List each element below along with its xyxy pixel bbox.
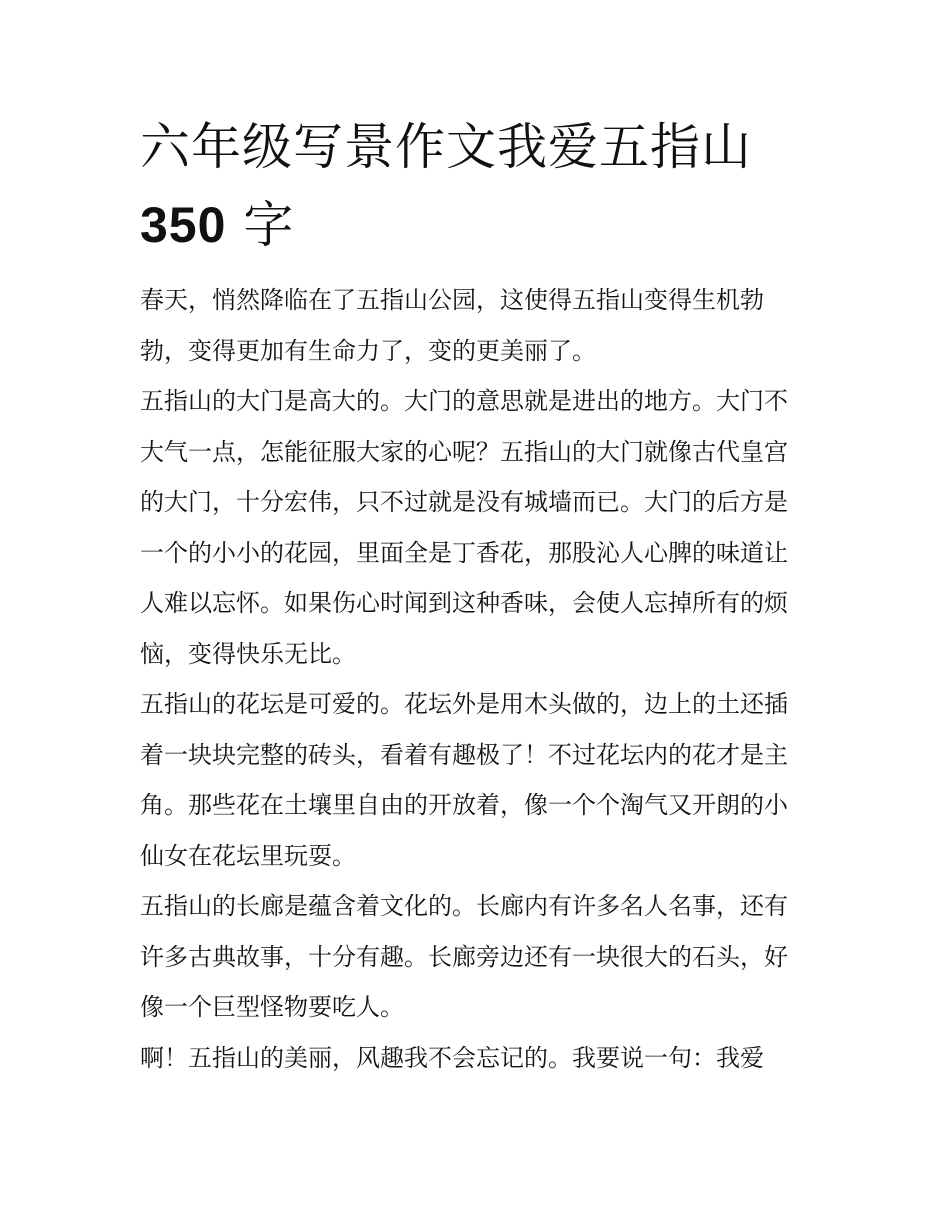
title-word-unit: 字: [226, 196, 295, 254]
text-line: 春天，悄然降临在了五指山公园，这使得五指山变得生机勃: [140, 286, 764, 314]
title-line-1: 六年级写景作文我爱五指山: [140, 118, 752, 176]
page-title: [140, 108, 840, 264]
text-line: 大气一点，怎能征服大家的心呢？五指山的大门就像古代皇宫: [140, 437, 788, 466]
text-line: 一个的小小的花园，里面全是丁香花，那股沁人心脾的味道让: [140, 538, 788, 567]
text-line: 恼，变得快乐无比。: [140, 639, 356, 668]
text-line: 五指山的长廊是蕴含着文化的。长廊内有许多名人名事，还有: [140, 892, 788, 920]
text-line: 五指山的花坛是可爱的。花坛外是用木头做的，边上的土还插: [140, 690, 788, 718]
title-line-2: [140, 186, 840, 264]
text-line: 仙女在花坛里玩耍。: [140, 841, 356, 870]
text-line: 许多古典故事，十分有趣。长廊旁边还有一块很大的石头，好: [140, 942, 788, 971]
text-line: 像一个巨型怪物要吃人。: [140, 993, 404, 1021]
text-line: 着一块块完整的砖头，看着有趣极了！不过花坛内的花才是主: [140, 740, 788, 769]
essay-body: [140, 275, 830, 1083]
title-word-count: 350: [140, 197, 227, 253]
text-line: 人难以忘怀。如果伤心时闻到这种香味，会使人忘掉所有的烦: [140, 589, 788, 617]
text-line: 的大门，十分宏伟，只不过就是没有城墙而已。大门的后方是: [140, 488, 788, 516]
text-line: 啊！五指山的美丽，风趣我不会忘记的。我要说一句：我爱: [140, 1043, 764, 1072]
text-line: 勃，变得更加有生命力了，变的更美丽了。: [140, 336, 596, 365]
text-line: 五指山的大门是高大的。大门的意思就是进出的地方。大门不: [140, 387, 788, 415]
text-line: 角。那些花在土壤里自由的开放着，像一个个淘气又开朗的小: [140, 791, 788, 819]
